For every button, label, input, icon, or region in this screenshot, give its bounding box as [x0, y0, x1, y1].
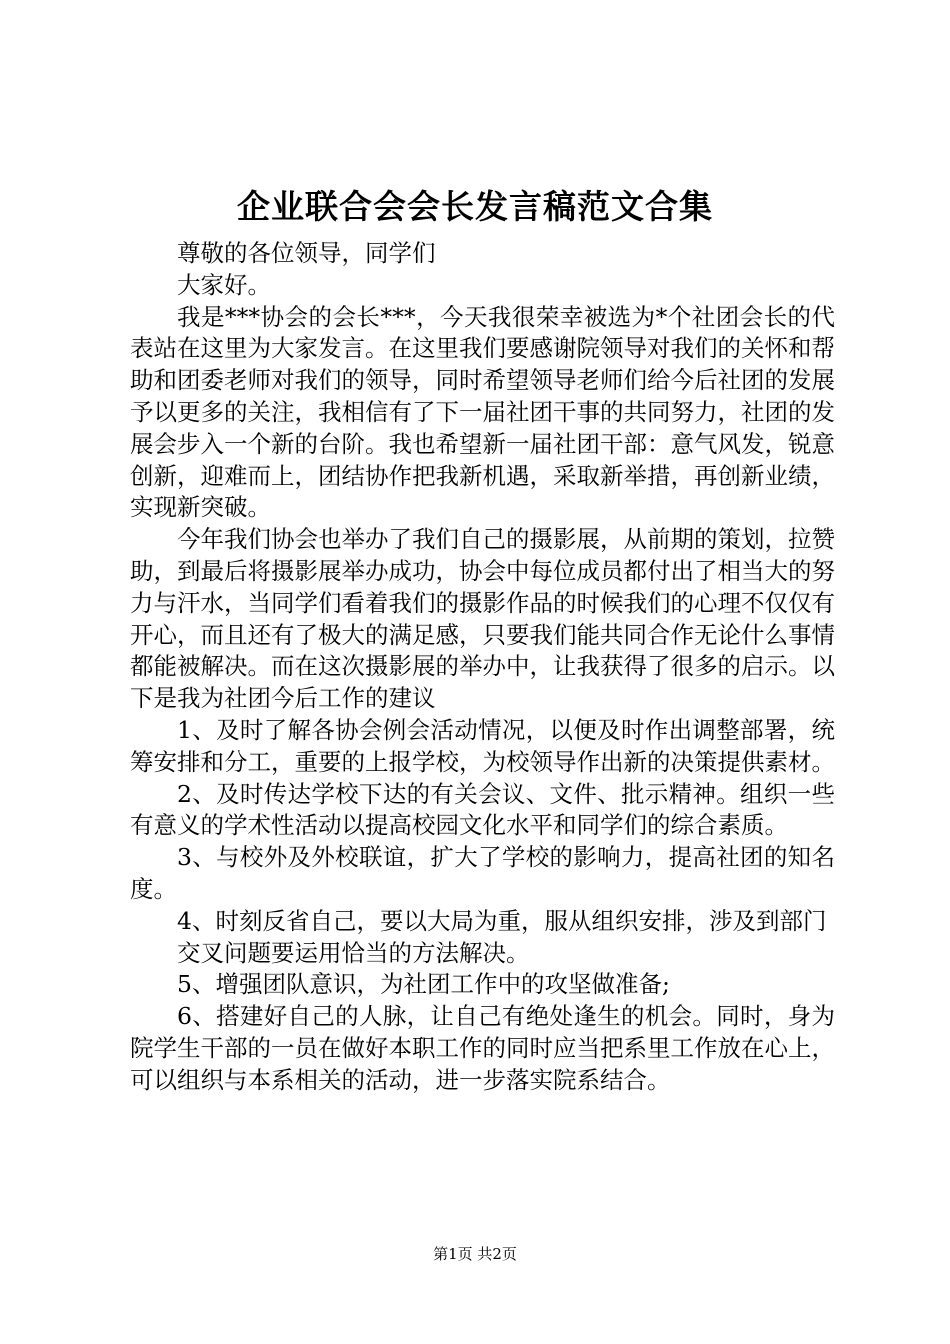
paragraph-greeting: 大家好。 — [177, 270, 271, 299]
paragraph-suggestion-5: 5、增强团队意识，为社团工作中的攻坚做准备; — [177, 970, 670, 999]
paragraph-suggestion-4-cont: 交叉问题要运用恰当的方法解决。 — [177, 938, 530, 967]
paragraph-intro: 我是***协会的会长***，今天我很荣幸被选为*个社团会长的代表站在这里为大家发言。在这里我们要感谢院领导对我们的关怀和帮助和团委老师对我们的领导，同时希望领导老师们给今后社团的发展予以更多的关注，我相信有了下一届社团干事的共同努力，社团的发展会步入一个新的台阶。我也希望新一届社团干部：意气风发，锐意创新，迎难而上，团结协作把我新机遇，采取新举措，再创新业绩，实现新突破。 — [130, 302, 835, 522]
paragraph-suggestion-3: 3、与校外及外校联谊，扩大了学校的影响力，提高社团的知名度。 — [130, 843, 835, 903]
paragraph-suggestion-6: 6、搭建好自己的人脉，让自己有绝处逢生的机会。同时，身为院学生干部的一员在做好本职工作的同时应当把系里工作放在心上，可以组织与本系相关的活动，进一步落实院系结合。 — [130, 1002, 835, 1094]
document-title: 企业联合会会长发言稿范文合集 — [237, 187, 713, 226]
paragraph-salutation: 尊敬的各位领导，同学们 — [177, 239, 436, 267]
document-body — [130, 238, 835, 1097]
paragraph-exhibition: 今年我们协会也举办了我们自己的摄影展，从前期的策划，拉赞助，到最后将摄影展举办成功，协会中每位成员都付出了相当大的努力与汗水，当同学们看着我们的摄影作品的时候我们的心理不仅仅有开心，而且还有了极大的满足感，只要我们能共同合作无论什么事情都能被解决。而在这次摄影展的举办中，让我获得了很多的启示。以下是我为社团今后工作的建议 — [130, 525, 835, 713]
paragraph-suggestion-1: 1、及时了解各协会例会活动情况，以便及时作出调整部署，统筹安排和分工，重要的上报学校，为校领导作出新的决策提供素材。 — [130, 715, 835, 776]
paragraph-suggestion-2: 2、及时传达学校下达的有关会议、文件、批示精神。组织一些有意义的学术性活动以提高校园文化水平和同学们的综合素质。 — [130, 779, 835, 840]
page-footer: 第1页 共2页 — [433, 1245, 517, 1263]
paragraph-suggestion-4: 4、时刻反省自己，要以大局为重，服从组织安排，涉及到部门 — [177, 906, 827, 935]
